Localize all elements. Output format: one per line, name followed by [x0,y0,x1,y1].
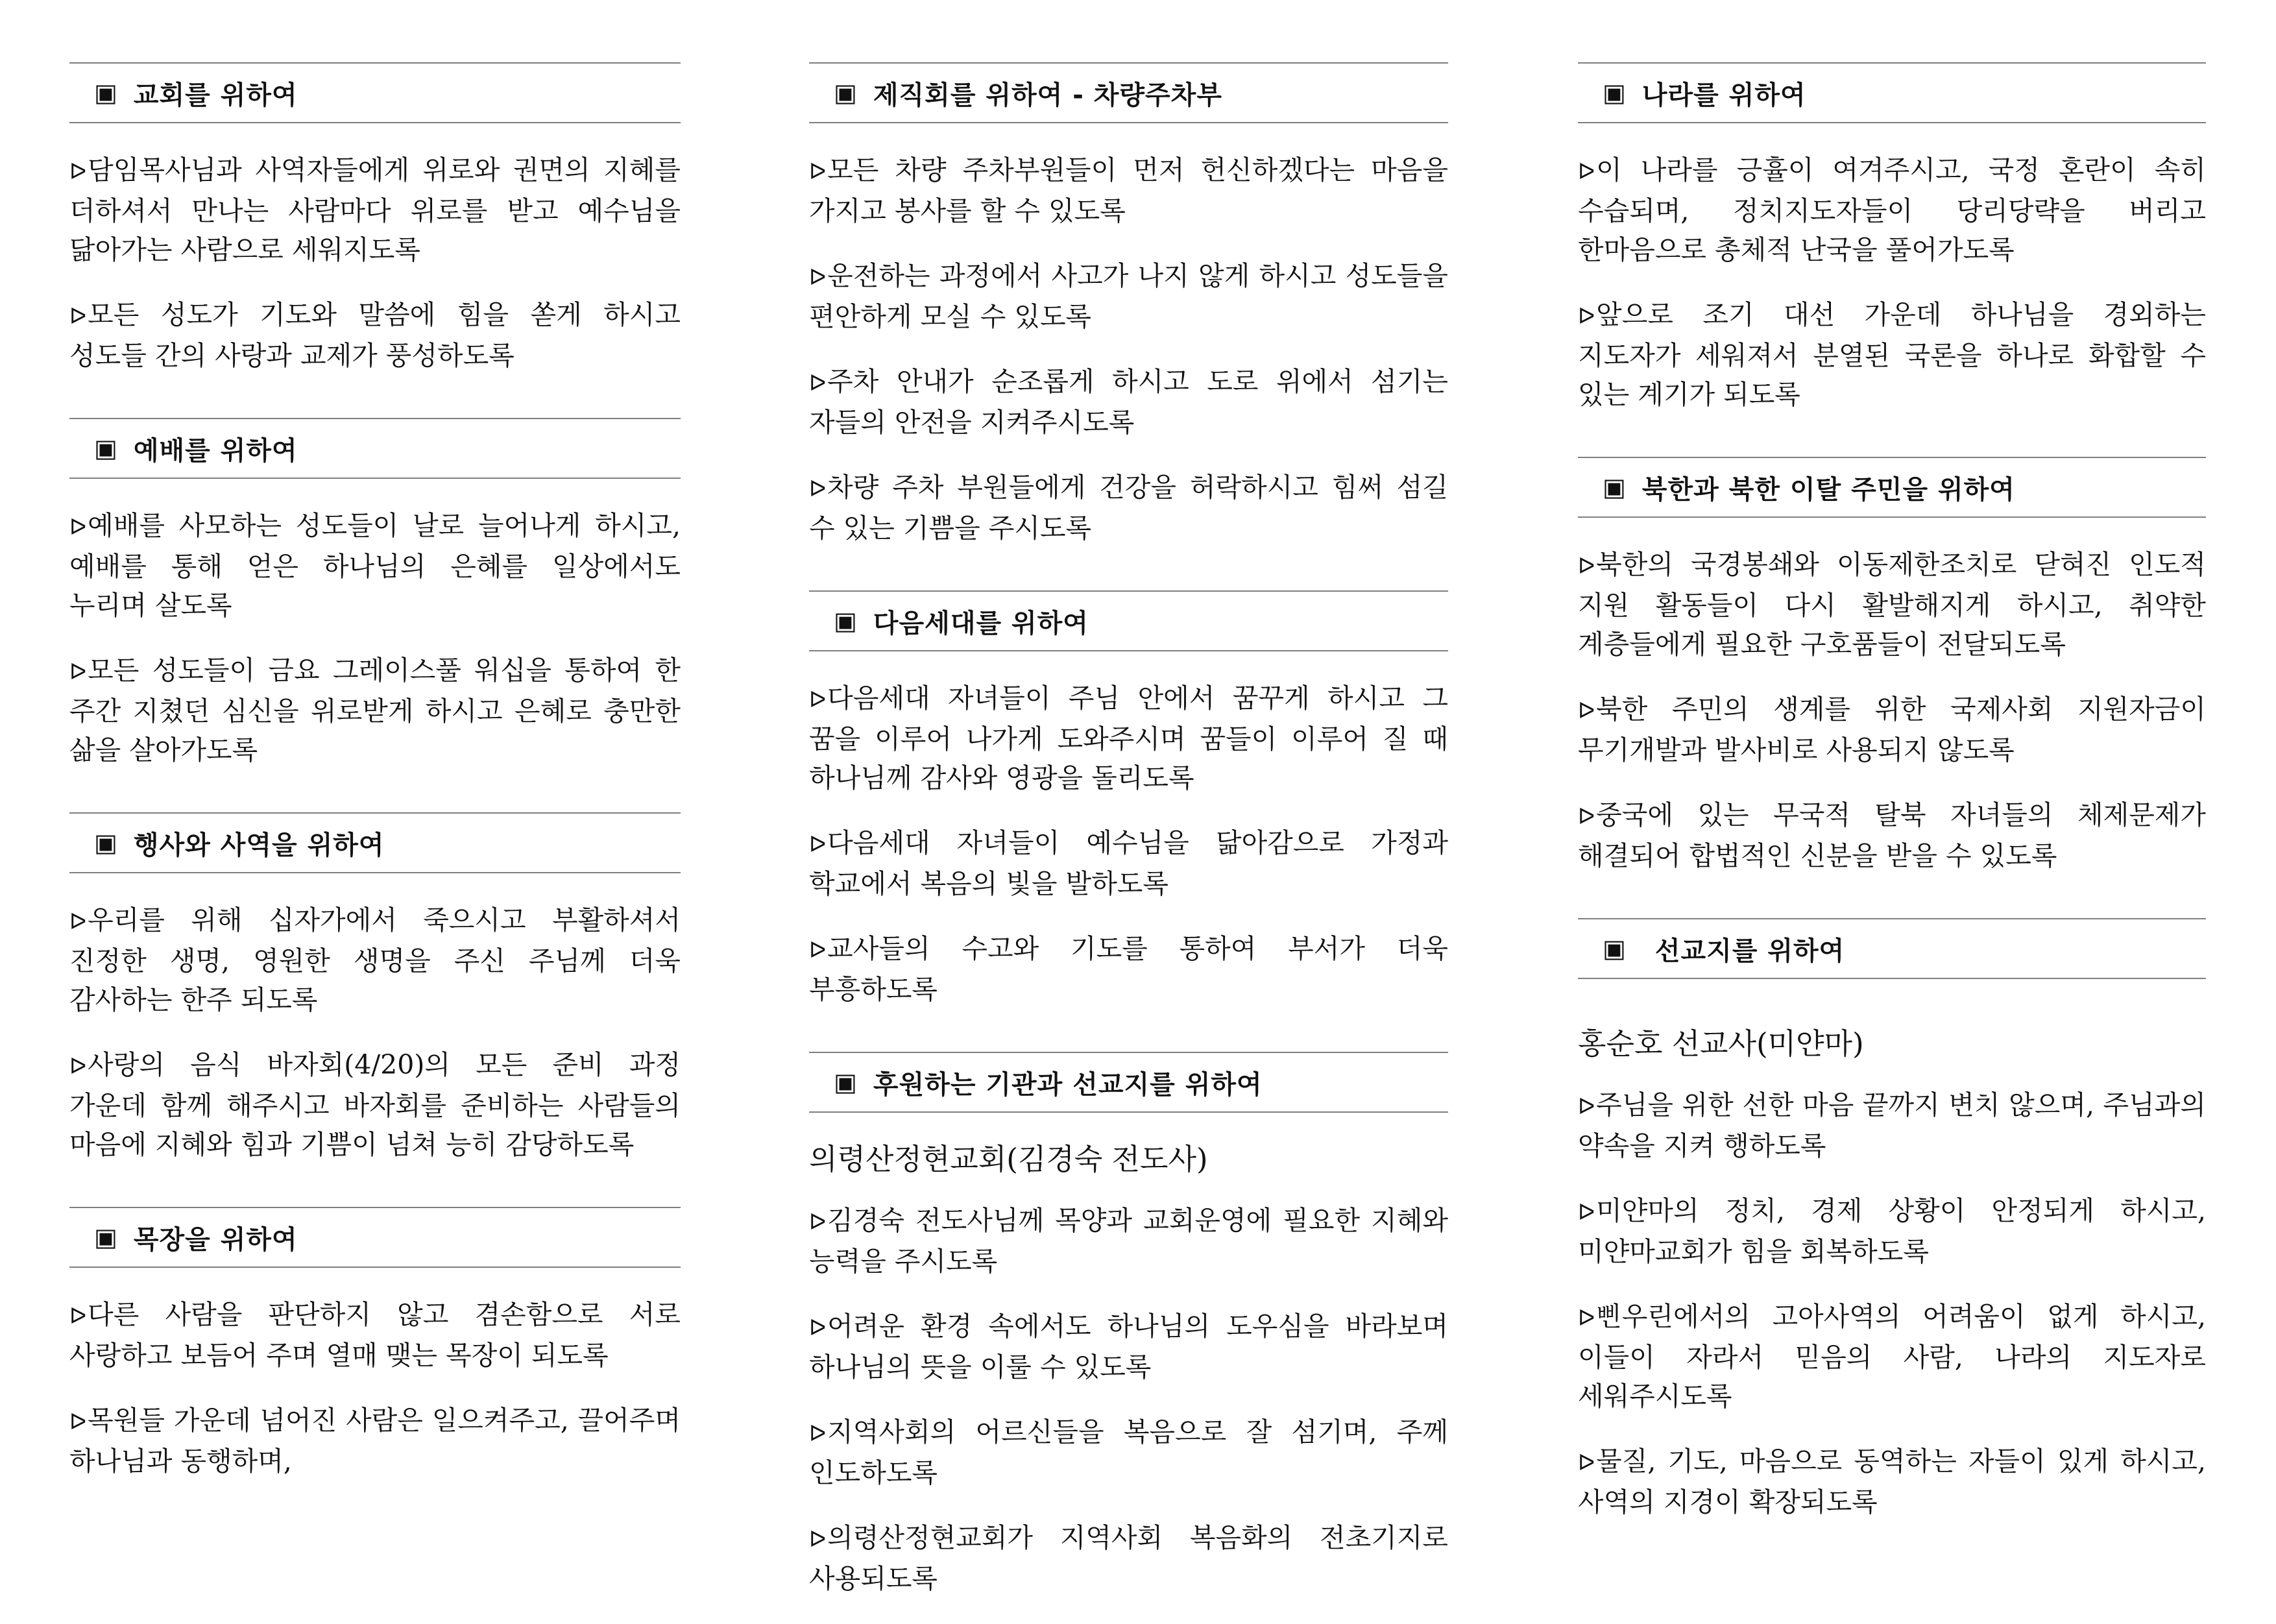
triangle-bullet-icon: ᐅ [69,1303,87,1329]
section-header-church [69,62,681,123]
prayer-item: ᐅ모든 차량 주차부원들이 먼저 헌신하겠다는 마음을 가지고 봉사를 할 수 있도록 [809,154,1448,226]
section-header-mission-field [1578,918,2206,979]
square-bullet-icon: ▣ [94,79,118,107]
triangle-bullet-icon: ᐅ [1578,159,1595,185]
section-title: 제직회를 위하여 - 차량주차부 [873,80,1222,110]
section-header-events [69,812,681,873]
section-header-worship [69,418,681,479]
prayer-item: ᐅ운전하는 과정에서 사고가 나지 않게 하시고 성도들을 편안하게 모실 수 있도록 [809,260,1448,332]
triangle-bullet-icon: ᐅ [809,265,827,291]
section-title: 북한과 북한 이탈 주민을 위하여 [1641,474,2015,505]
section-title: 다음세대를 위하여 [873,608,1089,638]
organization-name: 의령산정현교회(김경숙 전도사) [809,1142,1208,1176]
prayer-item: ᐅ사랑의 음식 바자회(4/20)의 모든 준비 과정 가운데 함께 해주시고 바자회를 준비하는 사람들의 마음에 지혜와 힘과 기쁨이 넘쳐 능히 감당하도록 [69,1049,681,1160]
triangle-bullet-icon: ᐅ [1578,1450,1595,1476]
section-header-north-korea [1578,457,2206,518]
triangle-bullet-icon: ᐅ [1578,1200,1595,1226]
section-title: 교회를 위하여 [133,80,298,110]
triangle-bullet-icon: ᐅ [809,370,827,396]
section-header-small-group [69,1207,681,1268]
triangle-bullet-icon: ᐅ [809,687,827,713]
prayer-item: ᐅ지역사회의 어르신들을 복음으로 잘 섬기며, 주께 인도하도록 [809,1416,1448,1488]
triangle-bullet-icon: ᐅ [1578,698,1595,724]
section-title: 목장을 위하여 [133,1224,298,1255]
square-bullet-icon: ▣ [1603,473,1627,502]
triangle-bullet-icon: ᐅ [809,1315,827,1341]
triangle-bullet-icon: ᐅ [69,909,87,935]
prayer-item: ᐅ어려운 환경 속에서도 하나님의 도우심을 바라보며 하나님의 뜻을 이룰 수 있도록 [809,1311,1448,1383]
triangle-bullet-icon: ᐅ [809,938,827,963]
prayer-item: ᐅ예배를 사모하는 성도들이 날로 늘어나게 하시고, 예배를 통해 얻은 하나님의 은혜를 일상에서도 누리며 살도록 [69,510,681,621]
prayer-item: ᐅ담임목사님과 사역자들에게 위로와 권면의 지혜를 더하셔서 만나는 사람마다 위로를 받고 예수님을 닮아가는 사람으로 세워지도록 [69,154,681,265]
missionary-name: 홍순호 선교사(미얀마) [1578,1026,1864,1061]
triangle-bullet-icon: ᐅ [809,159,827,185]
column-2 [809,62,1448,1624]
triangle-bullet-icon: ᐅ [69,1409,87,1435]
prayer-item: ᐅ삔우린에서의 고아사역의 어려움이 없게 하시고, 이들이 자라서 믿음의 사람, 나라의 지도자로 세워주시도록 [1578,1301,2206,1412]
prayer-item: ᐅ의령산정현교회가 지역사회 복음화의 전초기지로 사용되도록 [809,1522,1448,1594]
column-1 [69,62,681,1507]
prayer-item: ᐅ우리를 위해 십자가에서 죽으시고 부활하셔서 진정한 생명, 영원한 생명을 주신 주님께 더욱 감사하는 한주 되도록 [69,904,681,1015]
triangle-bullet-icon: ᐅ [1578,1094,1595,1120]
prayer-item: ᐅ북한의 국경봉쇄와 이동제한조치로 닫혀진 인도적 지원 활동들이 다시 활발해지게 하시고, 취약한 계층들에게 필요한 구호품들이 전달되도록 [1578,549,2206,660]
triangle-bullet-icon: ᐅ [809,1421,827,1447]
section-title: 나라를 위하여 [1641,80,1806,110]
triangle-bullet-icon: ᐅ [1578,1305,1595,1331]
triangle-bullet-icon: ᐅ [1578,553,1595,579]
prayer-item: ᐅ목원들 가운데 넘어진 사람은 일으켜주고, 끌어주며 하나님과 동행하며, [69,1405,681,1477]
triangle-bullet-icon: ᐅ [809,1527,827,1553]
prayer-item: ᐅ주님을 위한 선한 마음 끝까지 변치 않으며, 주님과의 약속을 지켜 행하도록 [1578,1089,2206,1161]
section-title: 선교지를 위하여 [1654,936,1845,966]
triangle-bullet-icon: ᐅ [69,515,87,540]
prayer-item: ᐅ중국에 있는 무국적 탈북 자녀들의 체제문제가 해결되어 합법적인 신분을 받을 수 있도록 [1578,799,2206,871]
prayer-item: ᐅ이 나라를 긍휼이 여겨주시고, 국정 혼란이 속히 수습되며, 정치지도자들이 당리당략을 버리고 한마음으로 총체적 난국을 풀어가도록 [1578,154,2206,265]
prayer-item: ᐅ북한 주민의 생계를 위한 국제사회 지원자금이 무기개발과 발사비로 사용되지 않도록 [1578,694,2206,766]
triangle-bullet-icon: ᐅ [809,832,827,858]
section-header-next-generation [809,590,1448,651]
section-header-deacons-parking [809,62,1448,123]
square-bullet-icon: ▣ [1603,934,1627,963]
prayer-item: ᐅ차량 주차 부원들에게 건강을 허락하시고 힘써 섬길 수 있는 기쁨을 주시도록 [809,472,1448,544]
prayer-item: ᐅ다음세대 자녀들이 예수님을 닮아감으로 가정과 학교에서 복음의 빛을 발하도록 [809,827,1448,899]
triangle-bullet-icon: ᐅ [69,659,87,685]
triangle-bullet-icon: ᐅ [69,1054,87,1080]
triangle-bullet-icon: ᐅ [1578,304,1595,330]
prayer-item: ᐅ다음세대 자녀들이 주님 안에서 꿈꾸게 하시고 그 꿈을 이루어 나가게 도와주시며 꿈들이 이루어 질 때 하나님께 감사와 영광을 돌리도록 [809,683,1448,794]
column-3 [1578,62,2206,1547]
section-title: 예배를 위하여 [133,435,298,466]
prayer-item: ᐅ주차 안내가 순조롭게 하시고 도로 위에서 섬기는 자들의 안전을 지켜주시도록 [809,366,1448,438]
triangle-bullet-icon: ᐅ [809,1209,827,1235]
triangle-bullet-icon: ᐅ [69,304,87,330]
prayer-item: ᐅ모든 성도가 기도와 말씀에 힘을 쏟게 하시고 성도들 간의 사랑과 교제가 풍성하도록 [69,299,681,371]
section-header-supported-missions [809,1052,1448,1113]
square-bullet-icon: ▣ [94,434,118,463]
triangle-bullet-icon: ᐅ [69,159,87,185]
section-header-nation [1578,62,2206,123]
square-bullet-icon: ▣ [1603,79,1627,107]
prayer-item: ᐅ다른 사람을 판단하지 않고 겸손함으로 서로 사랑하고 보듬어 주며 열매 맺는 목장이 되도록 [69,1299,681,1371]
prayer-item: ᐅ모든 성도들이 금요 그레이스풀 워십을 통하여 한 주간 지쳤던 심신을 위로받게 하시고 은혜로 충만한 삶을 살아가도록 [69,655,681,766]
prayer-item: ᐅ교사들의 수고와 기도를 통하여 부서가 더욱 부흥하도록 [809,933,1448,1005]
square-bullet-icon: ▣ [834,607,858,635]
square-bullet-icon: ▣ [834,1068,858,1097]
prayer-item: ᐅ물질, 기도, 마음으로 동역하는 자들이 있게 하시고, 사역의 지경이 확장되도록 [1578,1446,2206,1518]
square-bullet-icon: ▣ [94,1223,118,1252]
section-title: 행사와 사역을 위하여 [133,830,385,860]
square-bullet-icon: ▣ [834,79,858,107]
prayer-item: ᐅ김경숙 전도사님께 목양과 교회운영에 필요한 지혜와 능력을 주시도록 [809,1205,1448,1277]
square-bullet-icon: ▣ [94,829,118,857]
triangle-bullet-icon: ᐅ [809,476,827,502]
triangle-bullet-icon: ᐅ [1578,804,1595,830]
prayer-item: ᐅ앞으로 조기 대선 가운데 하나님을 경외하는 지도자가 세워져서 분열된 국론을 하나로 화합할 수 있는 계기가 되도록 [1578,299,2206,410]
prayer-item: ᐅ미얀마의 정치, 경제 상황이 안정되게 하시고, 미얀마교회가 힘을 회복하도록 [1578,1195,2206,1267]
section-title: 후원하는 기관과 선교지를 위하여 [873,1069,1263,1100]
